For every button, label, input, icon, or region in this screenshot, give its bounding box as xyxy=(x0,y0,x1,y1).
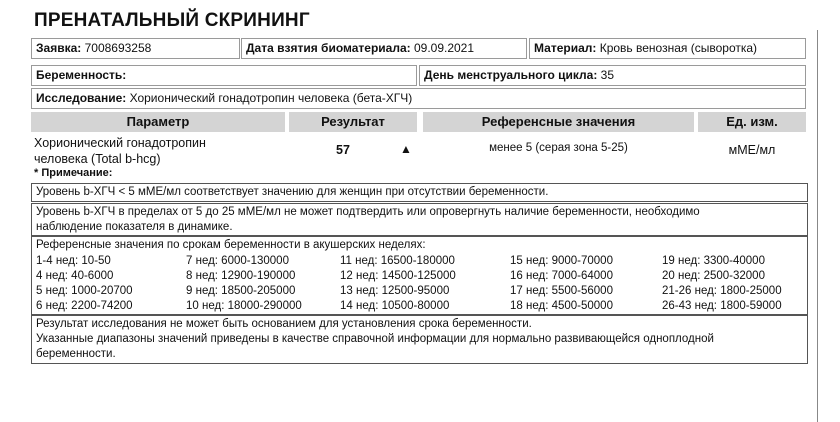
note-line-2b: наблюдение показателя в динамике. xyxy=(36,221,233,233)
cycle-day-label: День менструального цикла: xyxy=(424,68,598,82)
note-line-1 xyxy=(31,183,808,202)
cycle-day-value: 35 xyxy=(600,68,615,82)
footer-note-1: Результат исследования не может быть основанием для установления срока беременности. xyxy=(36,318,532,330)
sample-date-field xyxy=(241,38,527,59)
param-name-line2: человека (Total b-hcg) xyxy=(34,152,161,166)
weeks-entry: 12 нед: 14500-125000 xyxy=(340,270,456,282)
page-title: ПРЕНАТАЛЬНЫЙ СКРИНИНГ xyxy=(34,10,310,31)
weeks-entry: 13 нед: 12500-95000 xyxy=(340,285,450,297)
weeks-entry: 16 нед: 7000-64000 xyxy=(510,270,613,282)
weeks-column-3 xyxy=(340,254,456,314)
weeks-entry: 10 нед: 18000-290000 xyxy=(186,300,302,312)
param-name xyxy=(34,135,206,167)
weeks-entry: 5 нед: 1000-20700 xyxy=(36,285,133,297)
weeks-entry: 8 нед: 12900-190000 xyxy=(186,270,296,282)
weeks-entry: 1-4 нед: 10-50 xyxy=(36,255,111,267)
sample-date-value: 09.09.2021 xyxy=(413,41,475,55)
order-field xyxy=(31,38,240,59)
header-result: Результат xyxy=(289,112,417,132)
note-line-2 xyxy=(31,203,808,236)
header-unit: Ед. изм. xyxy=(698,112,806,132)
weeks-entry: 19 нед: 3300-40000 xyxy=(662,255,765,267)
weeks-entry: 15 нед: 9000-70000 xyxy=(510,255,613,267)
cycle-day-field xyxy=(419,65,806,86)
weeks-entry: 26-43 нед: 1800-59000 xyxy=(662,300,782,312)
footer-note-2b: беременности. xyxy=(36,348,116,360)
weeks-column-4 xyxy=(510,254,613,314)
weeks-entry: 7 нед: 6000-130000 xyxy=(186,255,289,267)
result-value: 57 xyxy=(336,143,350,157)
material-value: Кровь венозная (сыворотка) xyxy=(599,41,758,55)
weeks-column-5 xyxy=(662,254,782,314)
unit-value: мМЕ/мл xyxy=(728,143,776,157)
footer-note-2a: Указанные диапазоны значений приведены в качестве справочной информации для нормально развивающейся одноплодной xyxy=(36,333,714,345)
weeks-entry: 17 нед: 5500-56000 xyxy=(510,285,613,297)
reference-weeks-title: Референсные значения по срокам беременности в акушерских неделях: xyxy=(36,239,426,251)
header-parameter: Параметр xyxy=(31,112,285,132)
header-reference: Референсные значения xyxy=(423,112,694,132)
weeks-column-1 xyxy=(36,254,133,314)
weeks-entry: 11 нед: 16500-180000 xyxy=(340,255,455,267)
pregnancy-field xyxy=(31,65,417,86)
material-field xyxy=(529,38,806,59)
weeks-entry: 14 нед: 10500-80000 xyxy=(340,300,450,312)
param-name-line1: Хорионический гонадотропин xyxy=(34,136,206,150)
reference-weeks-grid xyxy=(36,254,806,314)
page-edge-divider xyxy=(817,30,818,422)
weeks-entry: 9 нед: 18500-205000 xyxy=(186,285,296,297)
weeks-entry: 6 нед: 2200-74200 xyxy=(36,300,133,312)
pregnancy-label: Беременность: xyxy=(36,68,127,82)
reference-weeks-box xyxy=(31,236,808,315)
order-label: Заявка: xyxy=(36,41,82,55)
study-value: Хорионический гонадотропин человека (бета-ХГЧ) xyxy=(129,91,413,105)
sample-date-label: Дата взятия биоматериала: xyxy=(246,41,411,55)
study-label: Исследование: xyxy=(36,91,127,105)
note-line-2a: Уровень b-ХГЧ в пределах от 5 до 25 мМЕ/мл не может подтвердить или опровергнуть наличие беременности, необходимо xyxy=(36,206,700,218)
reference-value: менее 5 (серая зона 5-25) xyxy=(489,142,628,154)
note-line-1-text: Уровень b-ХГЧ < 5 мМЕ/мл соответствует значению для женщин при отсутствии беременности. xyxy=(36,186,549,198)
material-label: Материал: xyxy=(534,41,597,55)
high-flag-icon: ▲ xyxy=(400,142,412,156)
order-value: 7008693258 xyxy=(84,41,152,55)
weeks-entry: 4 нед: 40-6000 xyxy=(36,270,114,282)
weeks-entry: 18 нед: 4500-50000 xyxy=(510,300,613,312)
study-field xyxy=(31,88,806,109)
weeks-entry: 20 нед: 2500-32000 xyxy=(662,270,765,282)
weeks-entry: 21-26 нед: 1800-25000 xyxy=(662,285,782,297)
notes-title: * Примечание: xyxy=(34,167,113,179)
weeks-column-2 xyxy=(186,254,302,314)
footer-notes-box xyxy=(31,315,808,364)
